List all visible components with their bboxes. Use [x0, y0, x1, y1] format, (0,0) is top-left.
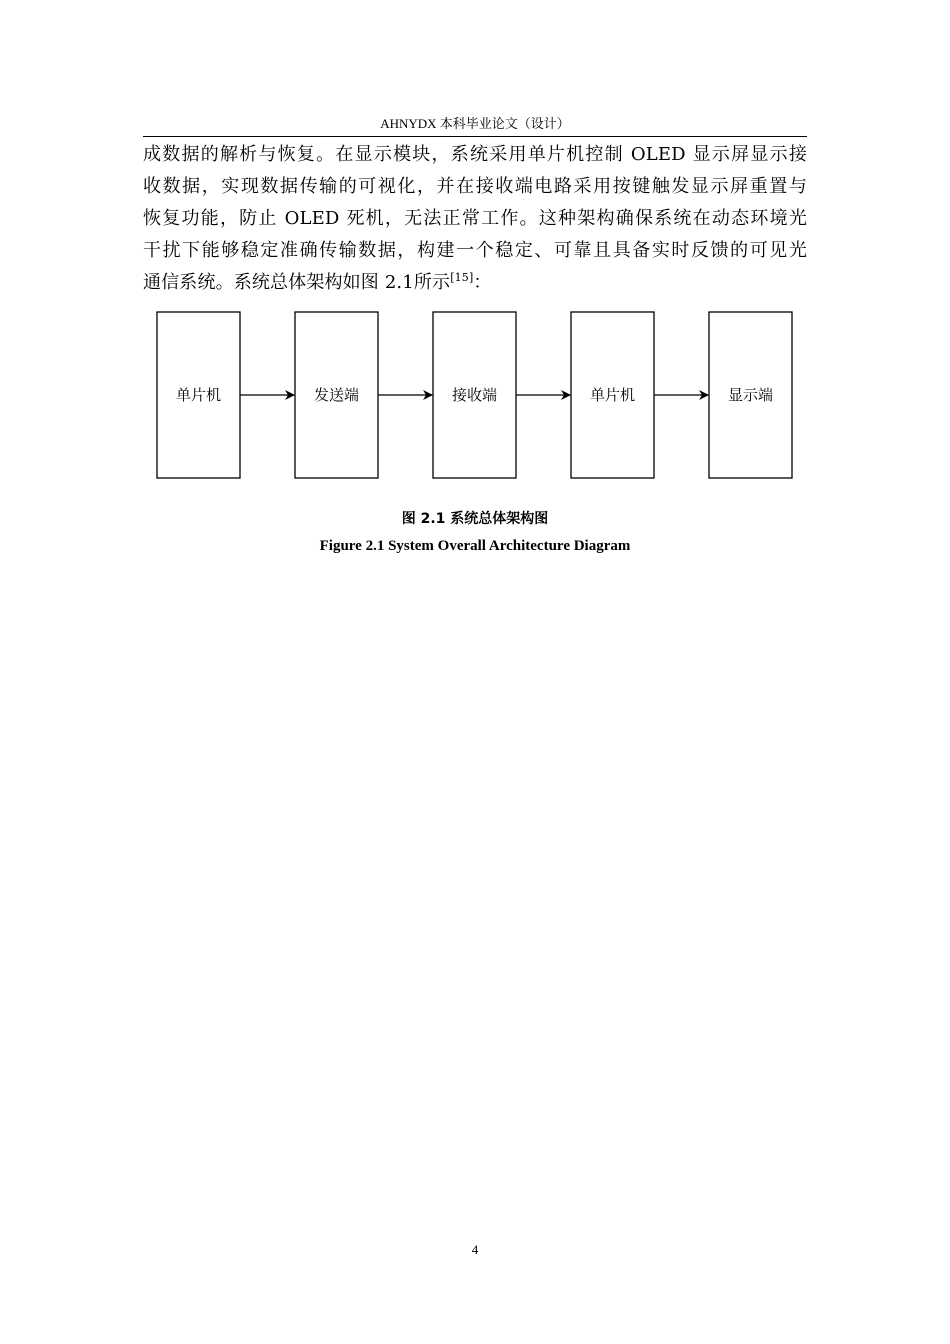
paragraph-line-5-text: 通信系统。系统总体架构如图 2.1所示: [143, 272, 451, 293]
header-divider: [143, 136, 807, 137]
architecture-diagram-svg: [143, 305, 807, 490]
paragraph-line-1: 成数据的解析与恢复。在显示模块，系统采用单片机控制 OLED 显示屏显示接: [143, 144, 807, 165]
figure-caption-english: Figure 2.1 System Overall Architecture Diagram: [319, 538, 631, 554]
architecture-diagram: [143, 305, 807, 490]
figure-caption-chinese: 图 2.1 系统总体架构图: [401, 511, 549, 527]
page-number: 4: [471, 1242, 479, 1257]
node-label-transmitter: 发送端: [313, 386, 360, 404]
paragraph-line-5: [143, 267, 807, 299]
paragraph-line-4: 干扰下能够稳定准确传输数据，构建一个稳定、可靠且具备实时反馈的可见光: [143, 240, 807, 261]
node-label-mcu-1: 单片机: [175, 386, 222, 404]
node-label-receiver: 接收端: [451, 386, 498, 404]
paragraph-line-5-end: ：: [473, 272, 492, 293]
running-header: AHNYDX 本科毕业论文（设计）: [380, 116, 570, 131]
paragraph-line-3: 恢复功能，防止 OLED 死机，无法正常工作。这种架构确保系统在动态环境光: [143, 208, 807, 229]
node-label-mcu-2: 单片机: [589, 386, 636, 404]
body-paragraph: [143, 139, 807, 299]
node-label-display: 显示端: [727, 386, 774, 404]
paragraph-line-2: 收数据，实现数据传输的可视化，并在接收端电路采用按键触发显示屏重置与: [143, 176, 807, 197]
citation-reference: [15]: [450, 271, 474, 284]
